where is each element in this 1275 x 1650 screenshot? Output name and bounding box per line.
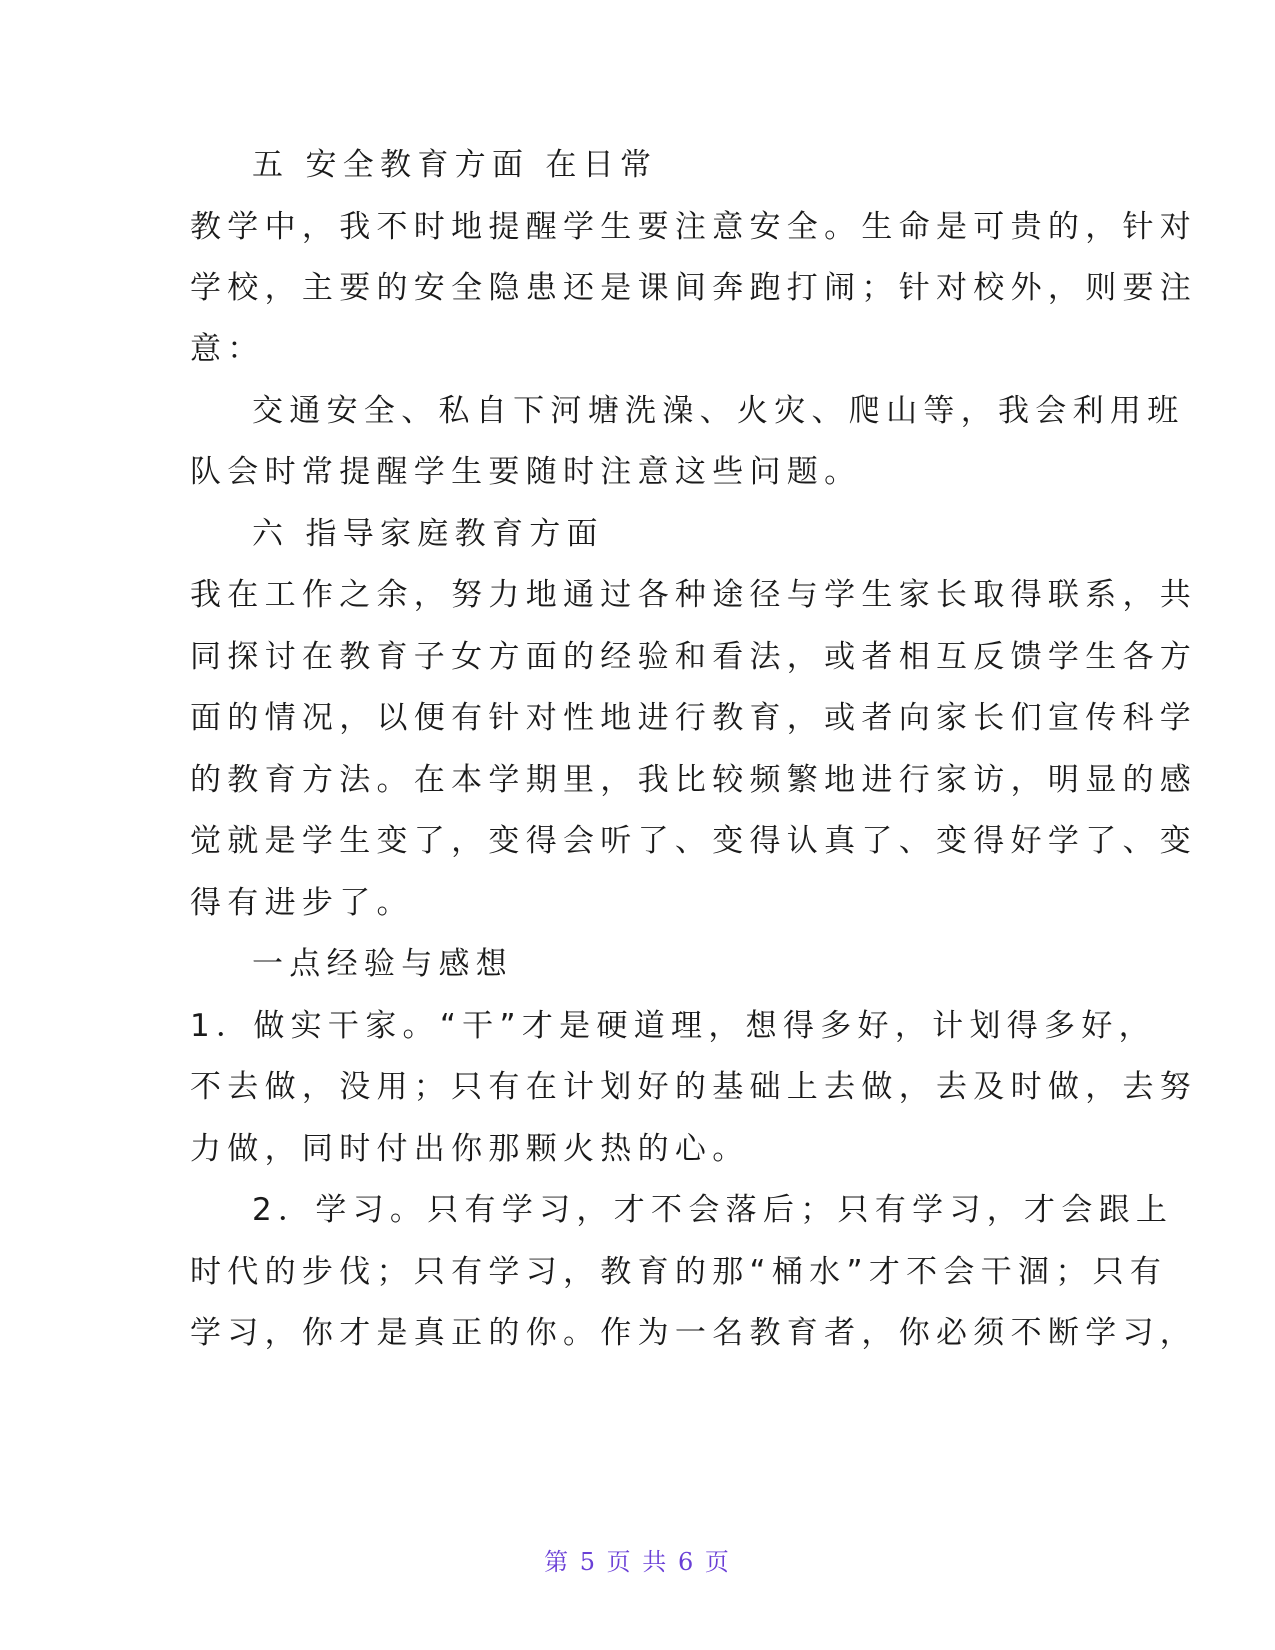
text-line: 力做，同时付出你那颗火热的心。 bbox=[190, 1131, 750, 1167]
text-line: 面的情况，以便有针对性地进行教育，或者向家长们宣传科学 bbox=[190, 700, 1198, 736]
text-line: 不去做，没用；只有在计划好的基础上去做，去及时做，去努 bbox=[190, 1069, 1198, 1105]
text-line: 我在工作之余，努力地通过各种途径与学生家长取得联系，共 bbox=[190, 577, 1198, 613]
text-line: 教学中，我不时地提醒学生要注意安全。生命是可贵的，针对 bbox=[190, 209, 1198, 245]
text-line: 的教育方法。在本学期里，我比较频繁地进行家访，明显的感 bbox=[190, 762, 1198, 798]
text-line: 觉就是学生变了，变得会听了、变得认真了、变得好学了、变 bbox=[190, 823, 1198, 859]
section-heading-experience: 一点经验与感想 bbox=[252, 946, 514, 982]
section-heading-safety: 五 安全教育方面 在日常 bbox=[252, 147, 658, 183]
text-line: 队会时常提醒学生要随时注意这些问题。 bbox=[190, 454, 862, 490]
text-line: 2．学习。只有学习，才不会落后；只有学习，才会跟上 bbox=[252, 1192, 1174, 1228]
text-line: 时代的步伐；只有学习，教育的那“桶水”才不会干涸；只有 bbox=[190, 1254, 1168, 1290]
text-line: 学习，你才是真正的你。作为一名教育者，你必须不断学习， bbox=[190, 1315, 1198, 1351]
text-line: 意： bbox=[190, 331, 265, 367]
text-line: 同探讨在教育子女方面的经验和看法，或者相互反馈学生各方 bbox=[190, 639, 1198, 675]
text-line: 交通安全、私自下河塘洗澡、火灾、爬山等，我会利用班 bbox=[252, 393, 1185, 429]
section-heading-family-education: 六 指导家庭教育方面 bbox=[252, 516, 604, 552]
text-line: 学校，主要的安全隐患还是课间奔跑打闹；针对校外，则要注 bbox=[190, 270, 1198, 306]
text-line: 1．做实干家。“干”才是硬道理，想得多好，计划得多好， bbox=[190, 1008, 1156, 1044]
text-line: 得有进步了。 bbox=[190, 885, 414, 921]
page-number-footer: 第 5 页 共 6 页 bbox=[544, 1548, 731, 1576]
